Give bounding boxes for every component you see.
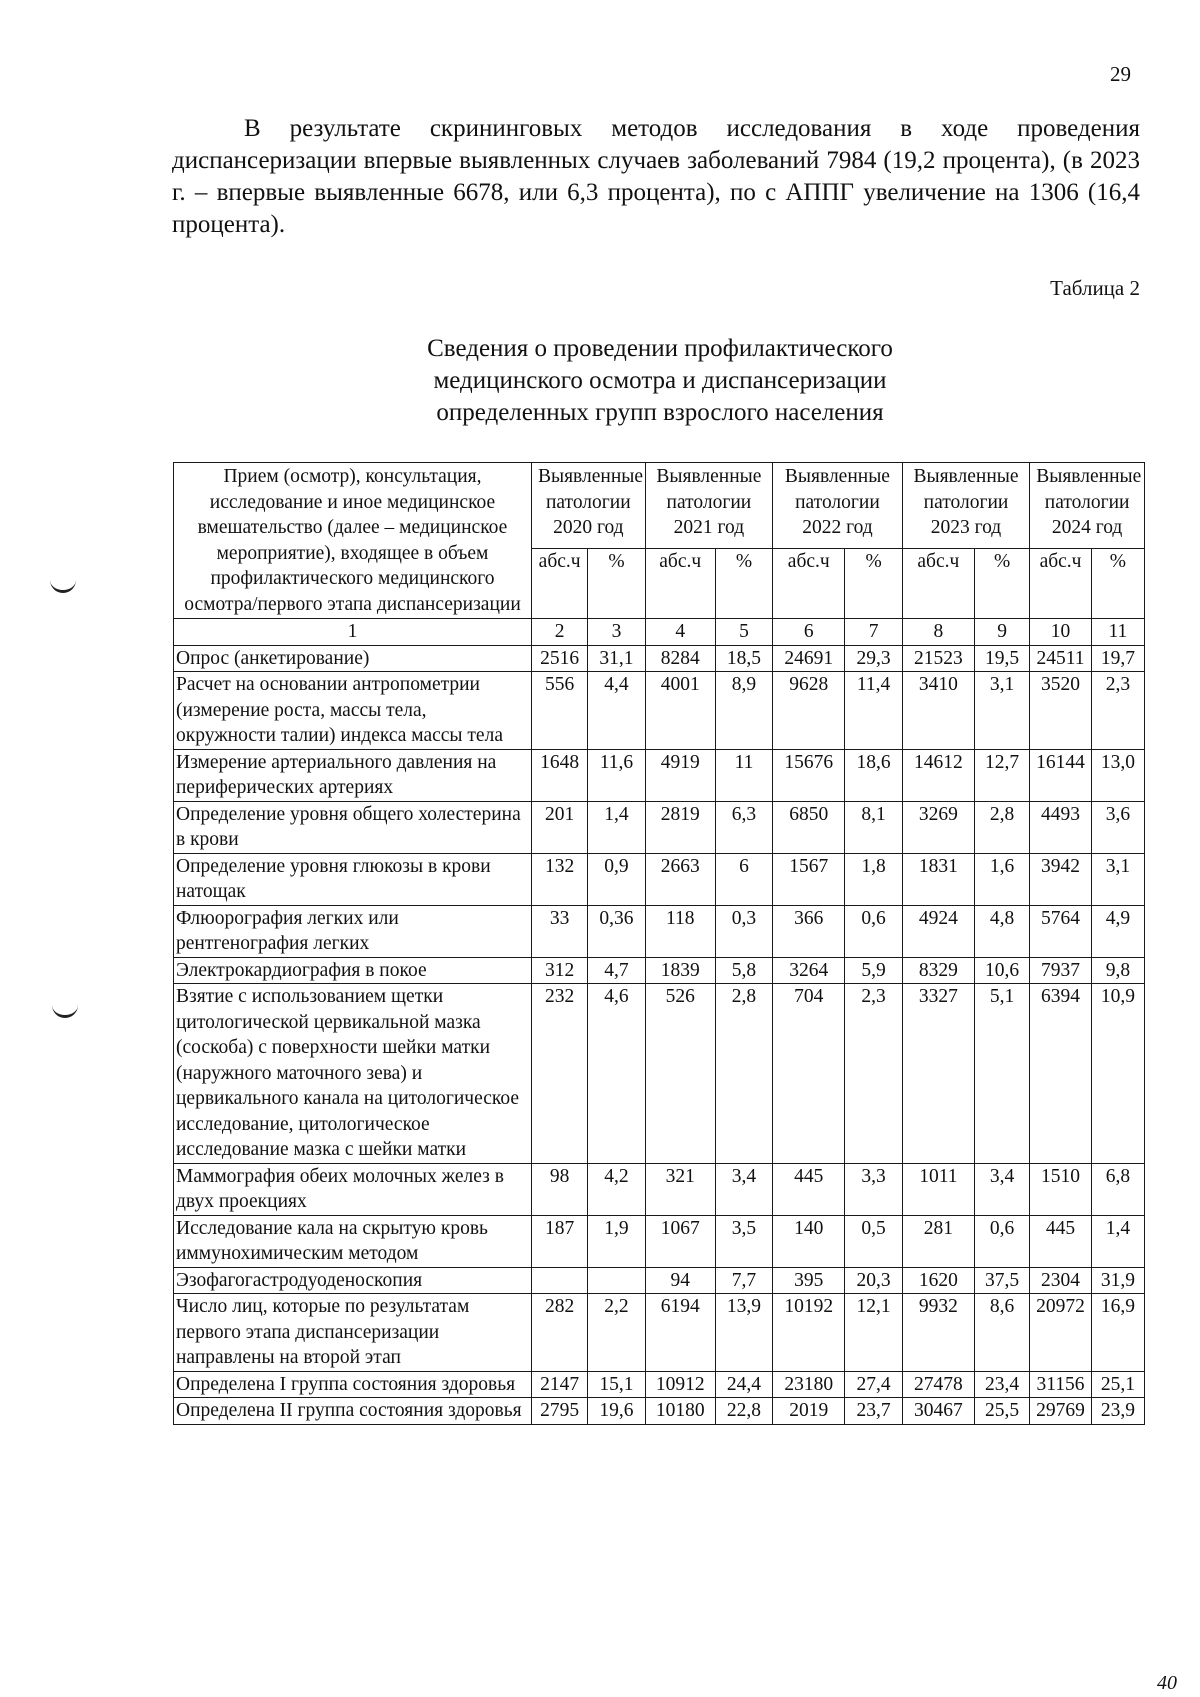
row-label: Определение уровня общего холестерина в крови (174, 801, 532, 853)
screening-table (173, 462, 1145, 1425)
cell-abs: 23180 (773, 1371, 845, 1398)
cell-pct: 27,4 (845, 1371, 902, 1398)
cell-abs: 445 (773, 1163, 845, 1215)
corner-number: 40 (1157, 1672, 1177, 1694)
cell-pct: 10,6 (974, 957, 1029, 984)
cell-abs: 27478 (902, 1371, 974, 1398)
header-abs: абс.ч (645, 549, 715, 619)
cell-pct: 6 (715, 853, 772, 905)
cell-abs: 526 (645, 984, 715, 1164)
cell-pct: 0,36 (588, 905, 645, 957)
cell-pct: 3,3 (845, 1163, 902, 1215)
cell-abs: 9932 (902, 1294, 974, 1372)
table-row (174, 1215, 1145, 1267)
row-label: Измерение артериального давления на периферических артериях (174, 749, 532, 801)
cell-pct: 18,6 (845, 749, 902, 801)
header-abs: абс.ч (531, 549, 587, 619)
binder-mark (52, 1005, 78, 1018)
column-number: 5 (715, 619, 772, 646)
cell-abs: 1567 (773, 853, 845, 905)
cell-abs: 20972 (1030, 1294, 1092, 1372)
cell-pct: 4,7 (588, 957, 645, 984)
cell-abs: 9628 (773, 672, 845, 750)
cell-pct: 5,1 (974, 984, 1029, 1164)
cell-abs: 21523 (902, 645, 974, 672)
cell-abs: 3942 (1030, 853, 1092, 905)
cell-abs: 98 (531, 1163, 587, 1215)
cell-abs: 4001 (645, 672, 715, 750)
cell-pct: 22,8 (715, 1398, 772, 1425)
cell-abs: 282 (531, 1294, 587, 1372)
intro-paragraph: В результате скрининговых методов исследования в ходе проведения диспансеризации впервые выявленных случаев заболеваний 7984 (19,2 процента), (в 2023 г. – впервые выявленные 6678, или 6,3 процента), по с АППГ увеличение на 1306 (16,4 процента). (172, 115, 1140, 238)
cell-abs: 1011 (902, 1163, 974, 1215)
cell-pct: 7,7 (715, 1267, 772, 1294)
cell-abs: 6394 (1030, 984, 1092, 1164)
header-year-2020: Выявленные патологии 2020 год (531, 463, 645, 549)
cell-pct: 19,5 (974, 645, 1029, 672)
row-label: Определена I группа состояния здоровья (174, 1371, 532, 1398)
cell-abs: 4493 (1030, 801, 1092, 853)
table-title-line: определенных групп взрослого населения (436, 399, 884, 426)
cell-pct: 8,1 (845, 801, 902, 853)
cell-pct: 3,4 (974, 1163, 1029, 1215)
cell-pct: 0,5 (845, 1215, 902, 1267)
cell-pct: 3,6 (1091, 801, 1144, 853)
cell-pct: 10,9 (1091, 984, 1144, 1164)
cell-abs: 31156 (1030, 1371, 1092, 1398)
table-title (300, 333, 1020, 429)
column-number: 7 (845, 619, 902, 646)
table-label: Таблица 2 (1050, 276, 1140, 300)
cell-pct: 23,4 (974, 1371, 1029, 1398)
cell-abs: 140 (773, 1215, 845, 1267)
table-row (174, 749, 1145, 801)
table-body (174, 645, 1145, 1424)
cell-abs: 6194 (645, 1294, 715, 1372)
cell-abs: 281 (902, 1215, 974, 1267)
cell-pct: 29,3 (845, 645, 902, 672)
cell-pct: 3,1 (1091, 853, 1144, 905)
cell-pct: 23,7 (845, 1398, 902, 1425)
cell-abs: 704 (773, 984, 845, 1164)
cell-pct: 31,1 (588, 645, 645, 672)
cell-pct: 4,4 (588, 672, 645, 750)
cell-abs: 3520 (1030, 672, 1092, 750)
header-pct: % (715, 549, 772, 619)
cell-pct: 0,6 (845, 905, 902, 957)
cell-pct: 1,9 (588, 1215, 645, 1267)
cell-abs: 14612 (902, 749, 974, 801)
cell-pct: 5,9 (845, 957, 902, 984)
cell-abs: 10180 (645, 1398, 715, 1425)
cell-pct: 8,6 (974, 1294, 1029, 1372)
header-abs: абс.ч (1030, 549, 1092, 619)
cell-abs: 2819 (645, 801, 715, 853)
cell-pct: 4,2 (588, 1163, 645, 1215)
table-row (174, 1371, 1145, 1398)
cell-pct: 2,8 (974, 801, 1029, 853)
cell-abs: 1831 (902, 853, 974, 905)
cell-pct: 0,3 (715, 905, 772, 957)
cell-pct: 16,9 (1091, 1294, 1144, 1372)
row-label: Эзофагогастродуоденоскопия (174, 1267, 532, 1294)
cell-abs: 15676 (773, 749, 845, 801)
cell-pct: 31,9 (1091, 1267, 1144, 1294)
cell-pct: 25,1 (1091, 1371, 1144, 1398)
header-measure: Прием (осмотр), консультация, исследование и иное медицинское вмешательство (далее – медицинское мероприятие), входящее в объем профилактического медицинского осмотра/первого этапа диспансеризации (174, 463, 532, 619)
cell-abs: 16144 (1030, 749, 1092, 801)
cell-pct: 8,9 (715, 672, 772, 750)
cell-abs: 3269 (902, 801, 974, 853)
cell-pct: 9,8 (1091, 957, 1144, 984)
cell-abs: 3410 (902, 672, 974, 750)
cell-abs: 2795 (531, 1398, 587, 1425)
cell-pct: 18,5 (715, 645, 772, 672)
cell-abs: 2663 (645, 853, 715, 905)
cell-abs: 2516 (531, 645, 587, 672)
row-label: Определена II группа состояния здоровья (174, 1398, 532, 1425)
table-row (174, 672, 1145, 750)
header-pct: % (1091, 549, 1144, 619)
table-row (174, 957, 1145, 984)
cell-abs: 4924 (902, 905, 974, 957)
cell-abs: 24691 (773, 645, 845, 672)
cell-abs: 3264 (773, 957, 845, 984)
cell-abs: 4919 (645, 749, 715, 801)
row-label: Определение уровня глюкозы в крови натощак (174, 853, 532, 905)
cell-abs: 366 (773, 905, 845, 957)
cell-abs: 187 (531, 1215, 587, 1267)
cell-pct: 11,6 (588, 749, 645, 801)
row-label: Опрос (анкетирование) (174, 645, 532, 672)
cell-pct: 11 (715, 749, 772, 801)
cell-pct: 24,4 (715, 1371, 772, 1398)
cell-pct: 2,8 (715, 984, 772, 1164)
cell-pct: 19,7 (1091, 645, 1144, 672)
cell-pct: 13,9 (715, 1294, 772, 1372)
cell-pct: 1,8 (845, 853, 902, 905)
column-number: 1 (174, 619, 532, 646)
cell-abs: 10912 (645, 1371, 715, 1398)
cell-pct: 37,5 (974, 1267, 1029, 1294)
column-number: 9 (974, 619, 1029, 646)
header-pct: % (845, 549, 902, 619)
cell-abs: 5764 (1030, 905, 1092, 957)
cell-pct: 4,6 (588, 984, 645, 1164)
cell-abs: 312 (531, 957, 587, 984)
cell-pct: 12,7 (974, 749, 1029, 801)
cell-pct: 23,9 (1091, 1398, 1144, 1425)
cell-pct: 0,6 (974, 1215, 1029, 1267)
column-number: 3 (588, 619, 645, 646)
cell-abs: 3327 (902, 984, 974, 1164)
cell-abs: 30467 (902, 1398, 974, 1425)
cell-abs: 556 (531, 672, 587, 750)
cell-abs: 1648 (531, 749, 587, 801)
cell-pct: 6,8 (1091, 1163, 1144, 1215)
cell-abs: 1620 (902, 1267, 974, 1294)
cell-abs: 10192 (773, 1294, 845, 1372)
header-abs: абс.ч (902, 549, 974, 619)
cell-pct: 6,3 (715, 801, 772, 853)
table-title-line: медицинского осмотра и диспансеризации (433, 367, 887, 394)
row-label: Число лиц, которые по результатам первого этапа диспансеризации направлены на второй этап (174, 1294, 532, 1372)
cell-pct: 12,1 (845, 1294, 902, 1372)
table-row (174, 1163, 1145, 1215)
cell-abs: 8329 (902, 957, 974, 984)
column-number: 11 (1091, 619, 1144, 646)
cell-pct: 2,3 (845, 984, 902, 1164)
cell-abs: 445 (1030, 1215, 1092, 1267)
cell-pct: 2,3 (1091, 672, 1144, 750)
cell-pct: 5,8 (715, 957, 772, 984)
cell-pct: 19,6 (588, 1398, 645, 1425)
cell-pct: 15,1 (588, 1371, 645, 1398)
cell-abs: 1067 (645, 1215, 715, 1267)
cell-pct: 4,8 (974, 905, 1029, 957)
table-row (174, 984, 1145, 1164)
row-label: Исследование кала на скрытую кровь иммунохимическим методом (174, 1215, 532, 1267)
cell-pct: 20,3 (845, 1267, 902, 1294)
cell-pct: 3,5 (715, 1215, 772, 1267)
table-row (174, 645, 1145, 672)
cell-pct: 0,9 (588, 853, 645, 905)
table-row (174, 1398, 1145, 1425)
table-row (174, 905, 1145, 957)
cell-pct: 11,4 (845, 672, 902, 750)
header-abs: абс.ч (773, 549, 845, 619)
column-number: 8 (902, 619, 974, 646)
cell-abs: 24511 (1030, 645, 1092, 672)
header-pct: % (974, 549, 1029, 619)
cell-abs: 1839 (645, 957, 715, 984)
column-number: 2 (531, 619, 587, 646)
cell-abs: 6850 (773, 801, 845, 853)
page-number: 29 (1110, 62, 1131, 86)
cell-abs: 2019 (773, 1398, 845, 1425)
cell-abs: 94 (645, 1267, 715, 1294)
cell-abs: 7937 (1030, 957, 1092, 984)
column-number: 6 (773, 619, 845, 646)
cell-pct (588, 1267, 645, 1294)
cell-abs: 33 (531, 905, 587, 957)
cell-abs (531, 1267, 587, 1294)
cell-pct: 2,2 (588, 1294, 645, 1372)
column-number: 10 (1030, 619, 1092, 646)
table-title-line: Сведения о проведении профилактического (427, 335, 893, 362)
cell-pct: 1,6 (974, 853, 1029, 905)
header-year-2024: Выявленные патологии 2024 год (1030, 463, 1145, 549)
cell-pct: 4,9 (1091, 905, 1144, 957)
cell-abs: 1510 (1030, 1163, 1092, 1215)
row-label: Взятие с использованием щетки цитологической цервикальной мазка (соскоба) с поверхности шейки матки (наружного маточного зева) и цервикального канала на цитологическое исследование, цитологическое исследование мазка с шейки матки (174, 984, 532, 1164)
cell-pct: 3,4 (715, 1163, 772, 1215)
row-label: Электрокардиография в покое (174, 957, 532, 984)
header-pct: % (588, 549, 645, 619)
cell-abs: 321 (645, 1163, 715, 1215)
cell-abs: 201 (531, 801, 587, 853)
cell-abs: 232 (531, 984, 587, 1164)
cell-abs: 2147 (531, 1371, 587, 1398)
table-row (174, 1294, 1145, 1372)
cell-abs: 8284 (645, 645, 715, 672)
cell-pct: 25,5 (974, 1398, 1029, 1425)
table-row (174, 853, 1145, 905)
cell-pct: 1,4 (1091, 1215, 1144, 1267)
row-label: Флюорография легких или рентгенография легких (174, 905, 532, 957)
cell-pct: 13,0 (1091, 749, 1144, 801)
row-label: Маммография обеих молочных желез в двух проекциях (174, 1163, 532, 1215)
header-year-2022: Выявленные патологии 2022 год (773, 463, 903, 549)
cell-pct: 1,4 (588, 801, 645, 853)
binder-mark (50, 580, 76, 593)
cell-abs: 2304 (1030, 1267, 1092, 1294)
cell-abs: 118 (645, 905, 715, 957)
table-row (174, 801, 1145, 853)
row-label: Расчет на основании антропометрии (измерение роста, массы тела, окружности талии) индекса массы тела (174, 672, 532, 750)
cell-abs: 132 (531, 853, 587, 905)
cell-pct: 3,1 (974, 672, 1029, 750)
table-row (174, 1267, 1145, 1294)
cell-abs: 395 (773, 1267, 845, 1294)
header-year-2021: Выявленные патологии 2021 год (645, 463, 772, 549)
column-number: 4 (645, 619, 715, 646)
header-year-2023: Выявленные патологии 2023 год (902, 463, 1029, 549)
cell-abs: 29769 (1030, 1398, 1092, 1425)
